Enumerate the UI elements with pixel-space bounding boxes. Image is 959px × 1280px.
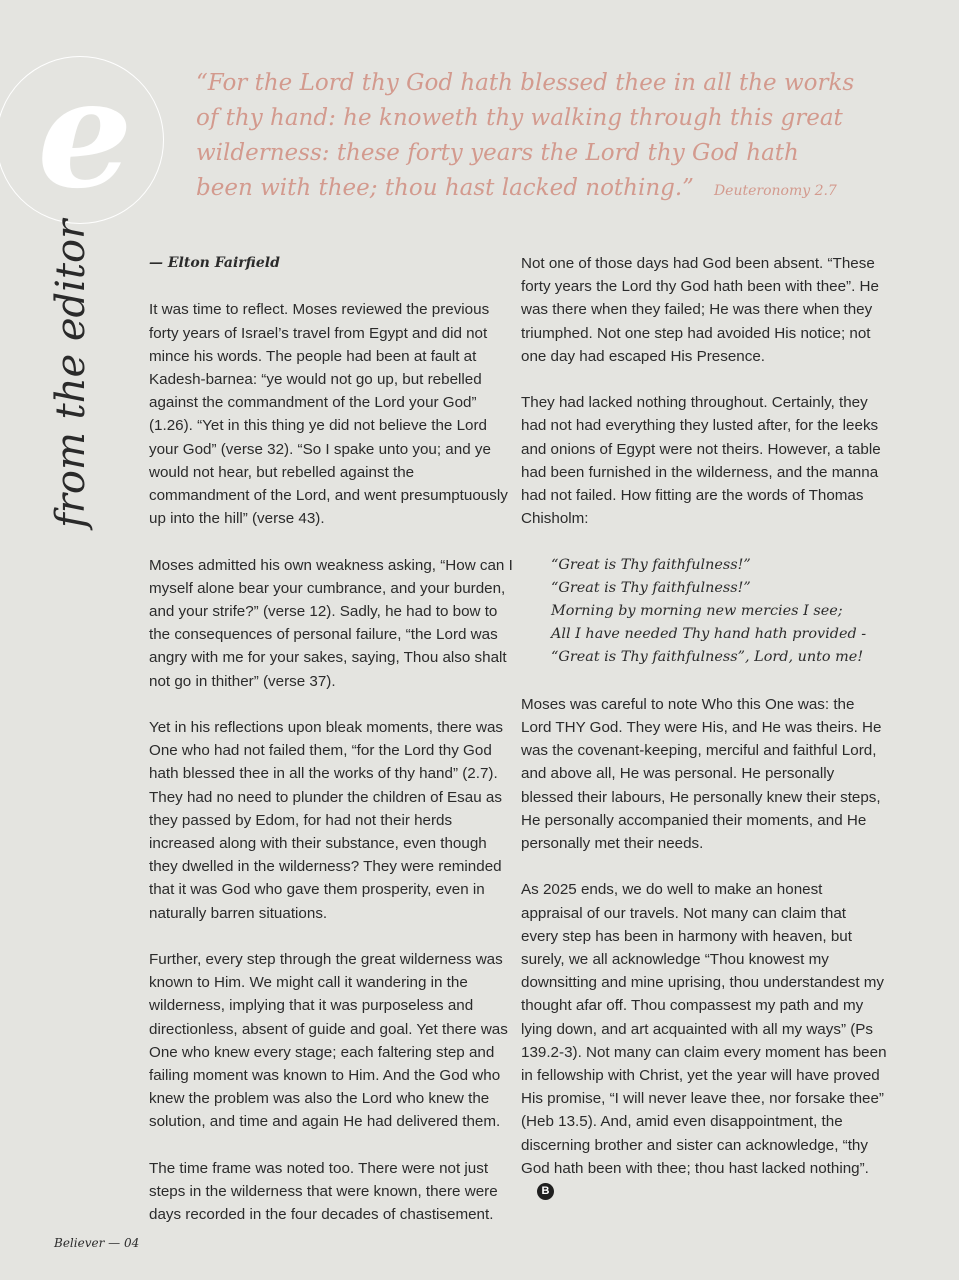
section-title: from the editor bbox=[48, 219, 94, 528]
paragraph: They had lacked nothing throughout. Certainly, they had not had everything they lusted after, for the leeks and onions of Egypt were not theirs. However, a table had been furnished in the wilderness, and the manna had not failed. How fitting are the words of Thomas Chisholm: bbox=[521, 394, 881, 528]
paragraph: Further, every step through the great wilderness was known to Him. We might call it wandering in the wilderness, implying that it was purposeless and directionless, absent of guide and goal. Yet there was One who knew every stage; each faltering step and failing moment was known to Him. And the God who knew the problem was also the Lord who knew the solution, and time and again He had delivered them. bbox=[149, 951, 508, 1131]
hymn-line: “Great is Thy faithfulness!” bbox=[551, 579, 751, 596]
pull-quote-text: “For the Lord thy God hath blessed thee in all the works of thy hand: he knoweth thy walking through this great wilderness: these forty years the Lord thy God hath been with thee; thou hast lacked nothing.” bbox=[196, 70, 855, 201]
byline: — Elton Fairfield bbox=[149, 255, 280, 271]
paragraph: It was time to reflect. Moses reviewed the previous forty years of Israel’s travel from Egypt and did not mince his words. The people had been at fault at Kadesh-barnea: “ye would not go up, but rebelled against the commandment of the Lord your God” (1.26). “Yet in this thing ye did not believe the Lord your God” (verse 32). “So I spake unto you; and ye would not hear, but rebelled against the commandment of the Lord, and went presumptuously up into the hill” (verse 43). bbox=[149, 301, 508, 528]
paragraph-text: As 2025 ends, we do well to make an honest appraisal of our travels. Not many can claim that every step has been in harmony with heaven, but surely, we all acknowledge “Thou knowest my downsitting and mine uprising, thou understandest my thought afar off. Thou compassest my path and my lying down, and art acquainted with all my ways” (Ps 139.2-3). Not many can claim every moment has been in fellowship with Christ, yet the year will have proved His promise, “I will never leave thee, nor forsake thee” (Heb 13.5). And, amid even disappointment, the discerning brother and sister can acknowledge, “thy God hath been with thee; thou hast lacked nothing”. bbox=[521, 881, 887, 1177]
hymn-quote bbox=[551, 554, 887, 670]
hymn-line: “Great is Thy faithfulness”, Lord, unto me! bbox=[551, 649, 864, 666]
end-mark-icon: B bbox=[537, 1183, 554, 1200]
paragraph: Moses was careful to note Who this One was: the Lord THY God. They were His, and He was theirs. He was the covenant-keeping, merciful and faithful Lord, and above all, He was personal. He personally blessed their labours, He personally knew their steps, He personally accompanied their moments, and He personally met their needs. bbox=[521, 695, 882, 853]
paragraph: Not one of those days had God been absent. “These forty years the Lord thy God hath been with thee”. He was there when they failed; He was there when they triumphed. Not one step had avoided His notice; not one day had escaped His Presence. bbox=[521, 255, 879, 365]
logo-letter: e bbox=[37, 46, 133, 222]
paragraph: The time frame was noted too. There were not just steps in the wilderness that were known, there were days recorded in the four decades of chastisement. bbox=[149, 1159, 498, 1224]
hymn-line: “Great is Thy faithfulness!” bbox=[551, 556, 751, 573]
left-column bbox=[149, 252, 515, 1250]
closing-paragraph bbox=[521, 878, 887, 1203]
pull-quote-reference: Deuteronomy 2.7 bbox=[713, 183, 837, 199]
paragraph: Moses admitted his own weakness asking, “How can I myself alone bear your cumbrance, and your burden, and your strife?” (verse 12). Sadly, he had to bow to the consequences of personal failure, “the Lord was angry with me for your sakes, saying, Thou also shalt not go in thither” (verse 37). bbox=[149, 556, 513, 690]
hymn-line: All I have needed Thy hand hath provided - bbox=[551, 626, 867, 643]
hymn-line: Morning by morning new mercies I see; bbox=[551, 603, 843, 620]
pull-quote bbox=[196, 66, 856, 209]
paragraph: Yet in his reflections upon bleak moments, there was One who had not failed them, “for the Lord thy God hath blessed thee in all the works of thy hand” (2.7). They had no need to plunder the children of Esau as they passed by Edom, for had not their herds increased along with their substance, even though they dwelled in the wilderness? They were reminded that it was God who gave them prosperity, even in naturally barren situations. bbox=[149, 719, 504, 922]
page-footer: Believer — 04 bbox=[54, 1236, 140, 1250]
right-column bbox=[521, 252, 887, 1226]
